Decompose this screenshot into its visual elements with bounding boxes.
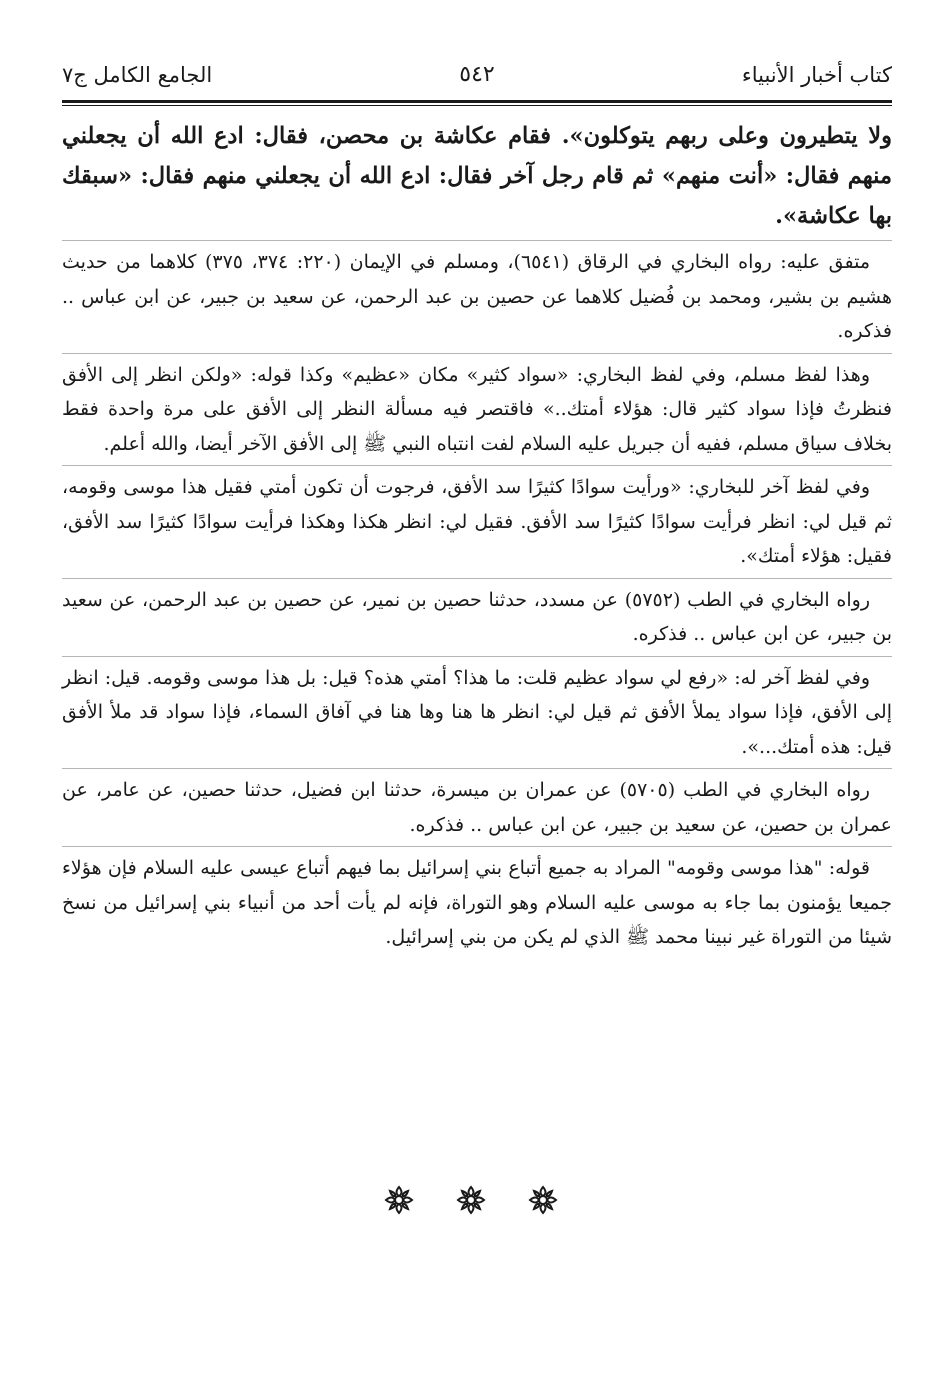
page-header: [62, 60, 892, 100]
commentary-paragraph: قوله: "هذا موسى وقومه" المراد به جميع أتباع بني إسرائيل بما فيهم أتباع عيسى عليه السلام فإن هؤلاء جميعا يؤمنون بما جاء به موسى عليه السلام وهو التوراة، فإنه لم يأت أحد من أنبياء بني إسرائيل من نسخ شيئا من التوراة غير نبينا محمد ﷺ الذي لم يكن من بني إسرائيل.: [62, 857, 892, 948]
book-title: كتاب أخبار الأنبياء: [741, 63, 892, 87]
separator: [62, 846, 892, 847]
separator: [62, 768, 892, 769]
floral-ornament-icon: [456, 1185, 486, 1215]
floral-ornament-icon: [384, 1185, 414, 1215]
separator: [62, 656, 892, 657]
page-number: ٥٤٢: [459, 62, 495, 87]
hadith-text: ولا يتطيرون وعلى ربهم يتوكلون». فقام عكاشة بن محصن، فقال: ادع الله أن يجعلني منهم فقال: «أنت منهم» ثم قام رجل آخر فقال: ادع الله أن يجعلني منهم فقال: «سبقك بها عكاشة».: [62, 123, 892, 229]
page: [62, 60, 892, 955]
commentary-paragraph: متفق عليه: رواه البخاري في الرقاق (٦٥٤١)، ومسلم في الإيمان (٢٢٠: ٣٧٤، ٣٧٥) كلاهما من حديث هشيم بن بشير، ومحمد بن فُضيل كلاهما عن حصين بن عبد الرحمن، عن سعيد بن جبير، عن ابن عباس .. فذكره.: [62, 251, 892, 342]
commentary-paragraph: وفي لفظ آخر للبخاري: «ورأيت سوادًا كثيرًا سد الأفق، فرجوت أن تكون أمتي فقيل هذا موسى وقومه، ثم قيل لي: انظر فرأيت سوادًا كثيرًا سد الأفق. فقيل لي: انظر هكذا وهكذا فرأيت سوادًا كثيرًا سد الأفق، فقيل: هؤلاء أمتك».: [62, 476, 892, 567]
commentary-paragraph: وهذا لفظ مسلم، وفي لفظ البخاري: «سواد كثير» مكان «عظيم» وكذا قوله: «ولكن انظر إلى الأفق فنظرتُ فإذا سواد كثير قال: هؤلاء أمتك..» فاقتصر فيه مسألة النظر إلى الأفق على مرة واحدة فقط بخلاف سياق مسلم، ففيه أن جبريل عليه السلام لفت انتباه النبي ﷺ إلى الأفق الآخر أيضا، والله أعلم.: [62, 363, 892, 455]
end-ornaments: [0, 1185, 941, 1215]
commentary: [62, 240, 892, 955]
floral-ornament-icon: [528, 1185, 558, 1215]
commentary-paragraph: رواه البخاري في الطب (٥٧٥٢) عن مسدد، حدثنا حصين بن نمير، عن حصين بن عبد الرحمن، عن سعيد بن جبير، عن ابن عباس .. فذكره.: [62, 588, 892, 645]
separator: [62, 240, 892, 241]
commentary-paragraph: رواه البخاري في الطب (٥٧٠٥) عن عمران بن ميسرة، حدثنا ابن فضيل، حدثنا حصين، عن عامر، عن عمران بن حصين، عن سعيد بن جبير، عن ابن عباس .. فذكره.: [62, 779, 892, 836]
header-rule-thick: [62, 100, 892, 103]
separator: [62, 353, 892, 354]
header-rule-thin: [62, 105, 892, 106]
separator: [62, 578, 892, 579]
running-title: الجامع الكامل ج٧: [62, 63, 213, 87]
commentary-paragraph: وفي لفظ آخر له: «رفع لي سواد عظيم قلت: ما هذا؟ أمتي هذه؟ قيل: بل هذا موسى وقومه. قيل: انظر إلى الأفق، فإذا سواد يملأ الأفق ثم قيل لي: انظر ها هنا وها هنا في آفاق السماء، فإذا سواد قد ملأ الأفق قيل: هذه أمتك...».: [62, 666, 892, 758]
separator: [62, 465, 892, 466]
